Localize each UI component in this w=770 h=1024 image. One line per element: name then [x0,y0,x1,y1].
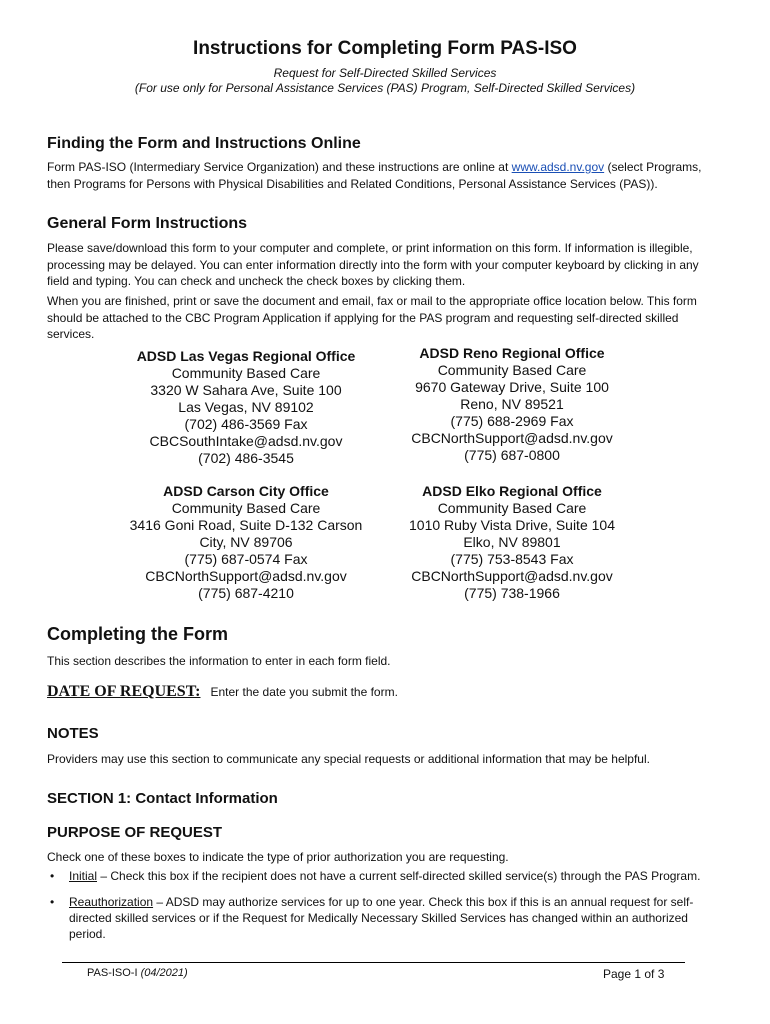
purpose-description: – ADSD may authorize services for up to one year. Check this box if this is an annual request for self-directed skilled services or if the Request for Medically Necessary Skilled Services has changed within an authorized period. [69,895,694,941]
office-line: Community Based Care [437,500,587,516]
office-line: Community Based Care [171,365,321,381]
date-of-request-row [47,683,398,701]
office-line: (702) 486-3569 Fax [184,416,308,432]
completing-text: This section describes the information to enter in each form field. [47,654,391,668]
finding-heading: Finding the Form and Instructions Online [47,135,361,152]
purpose-description: – Check this box if the recipient does not have a current self-directed skilled service(s) through the PAS Program. [97,869,701,883]
office-name: ADSD Las Vegas Regional Office [136,348,356,364]
office-las-vegas [101,348,391,467]
office-line: 3416 Goni Road, Suite D-132 Carson City, NV 89706 [129,517,363,550]
section1-heading: SECTION 1: Contact Information [47,790,278,807]
purpose-term: Reauthorization [69,895,154,909]
bullet-icon: • [50,895,55,909]
adsd-website-link[interactable]: www.adsd.nv.gov [511,160,605,174]
page-subtitle-scope: (For use only for Personal Assistance Services (PAS) Program, Self-Directed Skilled Services) [134,81,636,95]
form-date: (04/2021) [140,967,188,979]
bullet-icon: • [50,869,55,883]
purpose-term: Initial [69,869,98,883]
finding-text-continued: (select Programs, then Programs for Persons with Physical Disabilities and Related Conditions, Personal Assistance Services (PAS)). [47,160,702,191]
list-item [47,868,712,884]
office-name: ADSD Elko Regional Office [422,483,602,499]
office-line: Reno, NV 89521 [460,396,564,412]
office-email: CBCNorthSupport@adsd.nv.gov [145,568,347,584]
office-line: (775) 687-0574 Fax [184,551,308,567]
office-email: CBCSouthIntake@adsd.nv.gov [149,433,343,449]
office-line: 9670 Gateway Drive, Suite 100 [415,379,609,395]
notes-heading: NOTES [47,725,99,742]
office-line: Las Vegas, NV 89102 [178,399,314,415]
footer-page-number: Page 1 of 3 [603,967,665,981]
purpose-intro: Check one of these boxes to indicate the type of prior authorization you are requesting. [47,850,509,864]
office-email: CBCNorthSupport@adsd.nv.gov [411,430,613,446]
date-of-request-text: Enter the date you submit the form. [210,685,398,699]
page-subtitle: Request for Self-Directed Skilled Services [273,66,497,80]
office-line: 1010 Ruby Vista Drive, Suite 104 [409,517,615,533]
page-title: Instructions for Completing Form PAS-ISO [193,38,577,59]
purpose-heading: PURPOSE OF REQUEST [47,824,223,841]
list-item [47,894,712,942]
office-line: Community Based Care [171,500,321,516]
general-paragraph-2: When you are finished, print or save the document and email, fax or mail to the appropriate office location below. This form should be attached to the CBC Program Application if applying for the PAS program and requesting self-directed skilled services. [47,294,697,341]
office-line: Community Based Care [437,362,587,378]
office-line: (775) 688-2969 Fax [450,413,574,429]
footer-divider [62,962,685,963]
office-name: ADSD Carson City Office [163,483,329,499]
office-name: ADSD Reno Regional Office [419,345,605,361]
general-heading: General Form Instructions [47,215,248,232]
office-line: (775) 687-0800 [464,447,560,463]
general-paragraph-1: Please save/download this form to your computer and complete, or print information on this form. If information is illegible, processing may be delayed. You can enter information directly into the form with your computer keyboard by clicking in any field and typing. You can check and uncheck the check boxes by clicking them. [47,241,699,288]
office-line: (775) 753-8543 Fax [450,551,574,567]
finding-text: Form PAS-ISO (Intermediary Service Organization) and these instructions are online at [47,160,512,174]
office-line: (775) 687-4210 [198,585,294,601]
office-email: CBCNorthSupport@adsd.nv.gov [411,568,613,584]
date-of-request-label: DATE OF REQUEST: [47,683,201,700]
form-id: PAS-ISO-I [87,967,138,979]
office-line: 3320 W Sahara Ave, Suite 100 [150,382,342,398]
office-line: Elko, NV 89801 [463,534,561,550]
office-carson-city [101,483,391,602]
purpose-list [47,868,712,952]
footer-form-id [87,967,188,979]
notes-text: Providers may use this section to communicate any special requests or additional information that may be helpful. [47,752,650,766]
office-line: (702) 486-3545 [198,450,294,466]
completing-heading: Completing the Form [47,624,228,644]
office-line: (775) 738-1966 [464,585,560,601]
office-elko [367,483,657,602]
office-reno [367,345,657,464]
finding-paragraph [47,159,712,192]
